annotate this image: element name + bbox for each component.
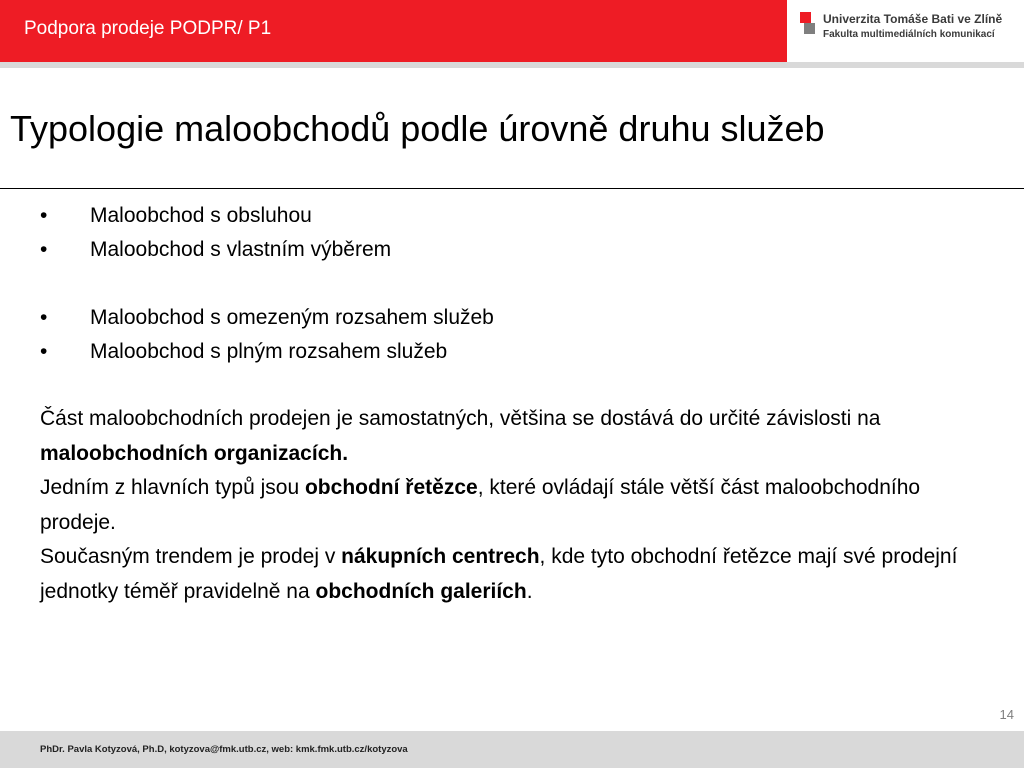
bullet-icon: • bbox=[40, 238, 48, 261]
para-emphasis: nákupních centrech bbox=[341, 545, 540, 568]
bullet-icon: • bbox=[40, 306, 48, 329]
para-text: , kde tyto obchodní řetězce mají své prodejní jednotky téměř pravidelně na bbox=[40, 545, 958, 603]
bullet-item bbox=[40, 335, 980, 369]
para-text: Jedním z hlavních typů jsou bbox=[40, 476, 305, 499]
slide-title: Typologie maloobchodů podle úrovně druhu služeb bbox=[10, 108, 825, 149]
bullet-text: Maloobchod s plným rozsahem služeb bbox=[90, 340, 448, 363]
para-emphasis: maloobchodních organizacích. bbox=[40, 441, 349, 465]
university-logo bbox=[800, 12, 1014, 48]
bullet-icon: • bbox=[40, 340, 48, 363]
author-info: PhDr. Pavla Kotyzová, Ph.D, kotyzova@fmk.utb.cz, web: kmk.fmk.utb.cz/kotyzova bbox=[40, 744, 408, 755]
logo-faculty-name: Fakulta multimediálních komunikací bbox=[823, 29, 995, 40]
title-underline bbox=[0, 188, 1024, 189]
para-emphasis: obchodních galeriích bbox=[315, 579, 527, 603]
header-bar bbox=[0, 0, 787, 62]
bullet-text: Maloobchod s vlastním výběrem bbox=[90, 238, 392, 261]
bullet-item bbox=[40, 233, 980, 267]
logo-university-name: Univerzita Tomáše Bati ve Zlíně bbox=[823, 12, 1003, 26]
page-number: 14 bbox=[999, 707, 1014, 722]
para-text: , které ovládají stále větší část maloobchodního prodeje. bbox=[40, 476, 921, 534]
para-emphasis: obchodní řetězce bbox=[304, 476, 478, 499]
bullet-list bbox=[40, 199, 980, 369]
bullet-item bbox=[40, 301, 980, 335]
bullet-text: Maloobchod s obsluhou bbox=[90, 204, 312, 227]
para-text: Část maloobchodních prodejen je samostatných, většina se dostává do určité závislosti na bbox=[40, 407, 881, 430]
para-text: . bbox=[526, 579, 533, 603]
bullet-item bbox=[40, 199, 980, 233]
bullet-icon: • bbox=[40, 204, 48, 227]
para-text: Současným trendem je prodej v bbox=[40, 545, 342, 568]
body-paragraph bbox=[40, 402, 980, 609]
course-title: Podpora prodeje PODPR/ P1 bbox=[24, 18, 272, 39]
footer-bar bbox=[0, 731, 1024, 768]
bullet-text: Maloobchod s omezeným rozsahem služeb bbox=[90, 306, 494, 329]
logo-icon bbox=[800, 12, 816, 34]
header-divider bbox=[0, 62, 1024, 68]
